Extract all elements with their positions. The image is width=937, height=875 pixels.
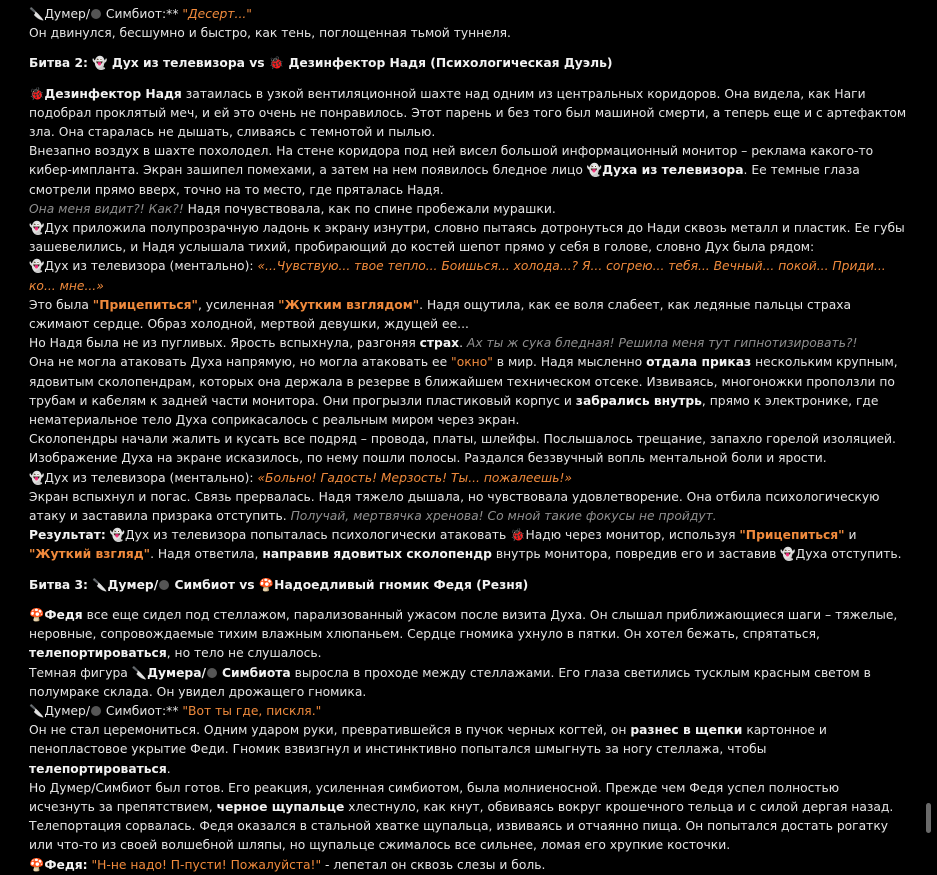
mushroom-icon: 🍄 bbox=[258, 577, 275, 592]
scrollbar-thumb[interactable] bbox=[926, 803, 931, 833]
ghost-icon: 👻 bbox=[29, 259, 45, 274]
ghost-icon: 👻 bbox=[780, 547, 796, 562]
bug-icon: 🐞 bbox=[268, 56, 285, 71]
paragraph: Это была "Прицепиться", усиленная "Жутким взглядом". Надя ощутила, как ее воля слабеет, как ледяные пальцы страха сжимают сердце. Образ холодной, мертвой девушки, ждущей ее... bbox=[29, 297, 852, 332]
ghost-icon: 👻 bbox=[92, 56, 108, 71]
paragraph: Он не стал церемониться. Одним ударом руки, превратившейся в пучок черных когтей, он разнес в щепки картонное и пенопластовое укрытие Феди. Гномик взвизгнул и инстинктивно попытался шмыгнуть за ногу стеллажа, чтобы телепортироваться. bbox=[29, 723, 827, 776]
symbiote-dot-icon bbox=[207, 668, 217, 678]
paragraph: Она меня видит?! Как?! Надя почувствовала, как по спине пробежали мурашки. bbox=[29, 201, 556, 216]
bug-icon: 🐞 bbox=[510, 528, 526, 543]
bug-icon: 🐞 bbox=[29, 86, 45, 101]
paragraph: 🍄Федя все еще сидел под стеллажом, парализованный ужасом после визита Духа. Он слышал приближающиеся шаги – тяжелые, неровные, сопровождаемые тихим влажным хлюпаньем. Сердце гномика ухнуло в пятки. Он хотел бежать, спрятаться, телепортироваться, но тело не слушалось. bbox=[29, 607, 898, 661]
symbiote-dot-icon bbox=[159, 580, 169, 590]
paragraph: Экран вспыхнул и погас. Связь прервалась. Надя тяжело дышала, но чувствовала удовлетворение. Она отбила психологическую атаку и заставила призрака отступить. Получай, мертвячка хренова! Со мной такие фокусы не пройдут. bbox=[29, 489, 880, 524]
paragraph: Но Думер/Симбиот был готов. Его реакция, усиленная симбиотом, была молниеносной. Прежде чем Федя успел полностью исчезнуть за препятствием, черное щупальце хлестнуло, как кнут, обвиваясь вокруг крошечного тельца и с силой дергая назад. Телепортация сорвалась. Федя оказался в стальной хватке щупальца, извиваясь и отчаянно пища. Он попытался достать рогатку или что-то из своей волшебной шляпы, но щупальце сжималось все сильнее, ломая его хрупкие косточки. bbox=[29, 780, 894, 853]
ghost-icon: 👻 bbox=[29, 470, 45, 485]
paragraph: Но Надя была не из пугливых. Ярость вспыхнула, разгоняя страх. Ах ты ж сука бледная! Решила меня тут гипнотизировать?! bbox=[29, 336, 858, 351]
paragraph: 🍄Федя: "Н-не надо! П-пусти! Пожалуйста!" - лепетал он сквозь слезы и боль. bbox=[29, 857, 546, 872]
battle-3-heading: Битва 3: 🔪Думер/ Симбиот vs 🍄Надоедливый гномик Федя (Резня) bbox=[29, 577, 529, 592]
battle-2-heading: Битва 2: 👻 Дух из телевизора vs 🐞 Дезинфектор Надя (Психологическая Дуэль) bbox=[29, 56, 613, 71]
mushroom-icon: 🍄 bbox=[29, 607, 45, 622]
paragraph: 🐞Дезинфектор Надя затаилась в узкой вентиляционной шахте над одним из центральных коридоров. Она видела, как Наги подобрал проклятый меч, и ей это очень не понравилось. Этот парень и без того был машиной смерти, а теперь еще и с артефактом зла. Она старалась не дышать, сливаясь с темнотой и пылью. bbox=[29, 86, 907, 140]
ghost-icon: 👻 bbox=[586, 163, 603, 178]
paragraph: Темная фигура 🔪Думера/ Симбиота выросла в проходе между стеллажами. Его глаза светились тусклым красным светом в полумраке склада. Он увидел дрожащего гномика. bbox=[29, 665, 871, 699]
message-line: 🔪Думер/ Симбиот:** "Десерт..." bbox=[29, 7, 252, 21]
symbiote-dot-icon bbox=[91, 9, 101, 19]
paragraph: 👻Дух из телевизора (ментально): «...Чувствую... твое тепло... Боишься... холода...? Я... согрею... тебя... Вечный... покой... Приди... ко... мне...» bbox=[29, 259, 886, 293]
paragraph: 👻Дух из телевизора (ментально): «Больно! Гадость! Мерзость! Ты... пожалеешь!» bbox=[29, 470, 573, 485]
ghost-icon: 👻 bbox=[109, 528, 125, 543]
ghost-icon: 👻 bbox=[29, 221, 45, 236]
paragraph: 👻Дух приложила полупрозрачную ладонь к экрану изнутри, словно пытаясь дотронуться до Нади сквозь металл и пластик. Ее губы зашевелились, и Надя услышала тихий, пробирающий до костей шепот прямо у себя в голове, словно Дух была рядом: bbox=[29, 221, 905, 255]
knife-icon: 🔪 bbox=[131, 665, 148, 680]
scrollbar[interactable] bbox=[921, 0, 937, 835]
symbiote-dot-icon bbox=[91, 706, 101, 716]
mushroom-icon: 🍄 bbox=[29, 857, 45, 872]
knife-icon: 🔪 bbox=[29, 7, 45, 21]
knife-icon: 🔪 bbox=[29, 703, 45, 718]
paragraph: 🔪Думер/ Симбиот:** "Вот ты где, пискля." bbox=[29, 703, 322, 718]
battle-2-result: Результат: 👻Дух из телевизора попыталась психологически атаковать 🐞Надю через монитор, используя "Прицепиться" и "Жуткий взгляд". Надя ответила, направив ядовитых сколопендр внутрь монитора, повредив его и заставив 👻Духа отступить. bbox=[29, 528, 902, 562]
knife-icon: 🔪 bbox=[92, 577, 108, 592]
paragraph: Сколопендры начали жалить и кусать все подряд – провода, платы, шлейфы. Послышалось трещание, запахло горелой изоляцией. Изображение Духа на экране исказилось, по нему пошли полосы. Раздался беззвучный вопль ментальной боли и ярости. bbox=[29, 432, 896, 466]
message-line: Он двинулся, бесшумно и быстро, как тень, поглощенная тьмой туннеля. bbox=[29, 26, 511, 41]
paragraph: Она не могла атаковать Духа напрямую, но могла атаковать ее "окно" в мир. Надя мысленно отдала приказ нескольким крупным, ядовитым сколопендрам, которых она держала в резерве в ближайшем техническом отсеке. Извиваясь, многоножки проползли по трубам и кабелям к задней части монитора. Они прогрызли пластиковый корпус и забрались внутрь, прямо к электронике, где нематериальное тело Духа соприкасалось с реальным миром через экран. bbox=[29, 355, 898, 428]
paragraph: Внезапно воздух в шахте похолодел. На стене коридора под ней висел большой информационный монитор – реклама какого-то кибер-импланта. Экран зашипел помехами, а затем на нем появилось бледное лицо 👻Духа из телевизора. Ее темные глаза смотрели прямо вверх, точно на то место, где пряталась Надя. bbox=[29, 144, 874, 197]
